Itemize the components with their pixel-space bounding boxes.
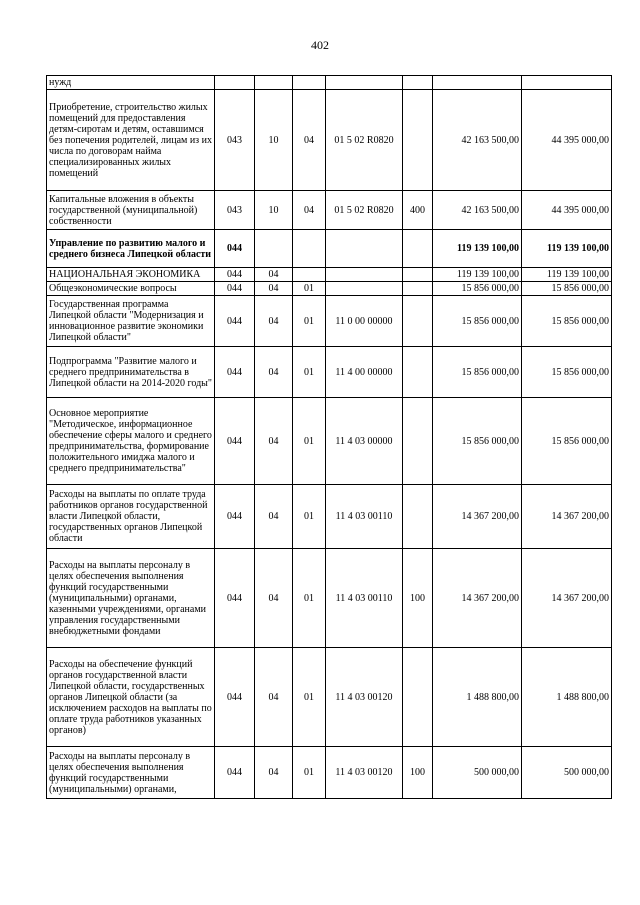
- target-article-code: 01 5 02 R0820: [326, 90, 403, 191]
- amount-year-1: 14 367 200,00: [433, 549, 522, 648]
- table-row: [47, 296, 612, 347]
- dept-code: 044: [215, 747, 255, 799]
- amount-year-2: 15 856 000,00: [522, 282, 612, 296]
- expense-type-code: 400: [403, 191, 433, 230]
- page-number: 402: [311, 38, 329, 52]
- subsection-code: 01: [293, 398, 326, 485]
- amount-year-2: 500 000,00: [522, 747, 612, 799]
- table-row: [47, 90, 612, 191]
- subsection-code: 01: [293, 347, 326, 398]
- row-name: Управление по развитию малого и среднего бизнеса Липецкой области: [47, 230, 215, 268]
- subsection-code: 04: [293, 191, 326, 230]
- dept-code: 044: [215, 398, 255, 485]
- subsection-code: [293, 230, 326, 268]
- expense-type-code: [403, 282, 433, 296]
- expense-type-code: [403, 296, 433, 347]
- amount-year-2: 15 856 000,00: [522, 296, 612, 347]
- target-article-code: 11 4 00 00000: [326, 347, 403, 398]
- section-code: [255, 76, 293, 90]
- table-row: [47, 268, 612, 282]
- table-row: [47, 485, 612, 549]
- row-name: Приобретение, строительство жилых помещений для предоставления детям-сиротам и детям, оставшимся без попечения родителей, лицам из их числа по договорам найма специализированных жилых помещений: [47, 90, 215, 191]
- row-name: Расходы на выплаты по оплате труда работников органов государственной власти Липецкой области, государственных органов Липецкой области: [47, 485, 215, 549]
- dept-code: 043: [215, 90, 255, 191]
- target-article-code: [326, 268, 403, 282]
- expense-type-code: [403, 648, 433, 747]
- row-name: нужд: [47, 76, 215, 90]
- subsection-code: [293, 76, 326, 90]
- dept-code: 044: [215, 485, 255, 549]
- expense-type-code: [403, 347, 433, 398]
- amount-year-2: 15 856 000,00: [522, 398, 612, 485]
- row-name: Капитальные вложения в объекты государственной (муниципальной) собственности: [47, 191, 215, 230]
- row-name: Расходы на выплаты персоналу в целях обеспечения выполнения функций государственными (муниципальными) органами, казенными учреждениями, органами управления государственными внебюджетными фондами: [47, 549, 215, 648]
- dept-code: 044: [215, 268, 255, 282]
- row-name: Государственная программа Липецкой области "Модернизация и инновационное развитие экономики Липецкой области": [47, 296, 215, 347]
- table-row: [47, 191, 612, 230]
- target-article-code: 11 4 03 00120: [326, 648, 403, 747]
- section-code: 04: [255, 296, 293, 347]
- amount-year-1: 1 488 800,00: [433, 648, 522, 747]
- table-row: [47, 347, 612, 398]
- amount-year-1: 14 367 200,00: [433, 485, 522, 549]
- dept-code: 043: [215, 191, 255, 230]
- expense-type-code: [403, 398, 433, 485]
- section-code: 04: [255, 398, 293, 485]
- section-code: 10: [255, 90, 293, 191]
- dept-code: 044: [215, 347, 255, 398]
- section-code: 04: [255, 747, 293, 799]
- subsection-code: 04: [293, 90, 326, 191]
- amount-year-2: 119 139 100,00: [522, 230, 612, 268]
- table-row: [47, 282, 612, 296]
- subsection-code: 01: [293, 296, 326, 347]
- expense-type-code: [403, 90, 433, 191]
- target-article-code: [326, 230, 403, 268]
- section-code: 04: [255, 268, 293, 282]
- amount-year-1: 15 856 000,00: [433, 347, 522, 398]
- dept-code: 044: [215, 549, 255, 648]
- row-name: Подпрограмма "Развитие малого и среднего предпринимательства в Липецкой области на 2014-2020 годы": [47, 347, 215, 398]
- amount-year-1: 15 856 000,00: [433, 296, 522, 347]
- subsection-code: 01: [293, 747, 326, 799]
- amount-year-2: 15 856 000,00: [522, 347, 612, 398]
- subsection-code: 01: [293, 485, 326, 549]
- section-code: 04: [255, 282, 293, 296]
- amount-year-2: 14 367 200,00: [522, 549, 612, 648]
- target-article-code: 11 0 00 00000: [326, 296, 403, 347]
- row-name: Расходы на обеспечение функций органов государственной власти Липецкой области, государственных органов Липецкой области (за исключением расходов на выплаты по оплате труда работников указанных органов): [47, 648, 215, 747]
- row-name: Общеэкономические вопросы: [47, 282, 215, 296]
- amount-year-1: 119 139 100,00: [433, 230, 522, 268]
- amount-year-2: 1 488 800,00: [522, 648, 612, 747]
- dept-code: 044: [215, 230, 255, 268]
- subsection-code: 01: [293, 549, 326, 648]
- row-name: НАЦИОНАЛЬНАЯ ЭКОНОМИКА: [47, 268, 215, 282]
- row-name: Расходы на выплаты персоналу в целях обеспечения выполнения функций государственными (муниципальными) органами,: [47, 747, 215, 799]
- amount-year-2: 44 395 000,00: [522, 90, 612, 191]
- section-code: 04: [255, 549, 293, 648]
- expense-type-code: [403, 230, 433, 268]
- table-row: [47, 230, 612, 268]
- table-row: [47, 398, 612, 485]
- subsection-code: [293, 268, 326, 282]
- expense-type-code: [403, 485, 433, 549]
- expense-type-code: 100: [403, 549, 433, 648]
- budget-table: [46, 75, 612, 799]
- amount-year-1: 42 163 500,00: [433, 191, 522, 230]
- amount-year-1: 15 856 000,00: [433, 398, 522, 485]
- subsection-code: 01: [293, 648, 326, 747]
- row-name: Основное мероприятие "Методическое, информационное обеспечение сферы малого и среднего предпринимательства, формирование положительного имиджа малого и среднего предпринимательства": [47, 398, 215, 485]
- amount-year-2: [522, 76, 612, 90]
- amount-year-1: 500 000,00: [433, 747, 522, 799]
- amount-year-1: [433, 76, 522, 90]
- target-article-code: [326, 282, 403, 296]
- section-code: 10: [255, 191, 293, 230]
- expense-type-code: 100: [403, 747, 433, 799]
- table-row: [47, 76, 612, 90]
- dept-code: 044: [215, 648, 255, 747]
- dept-code: [215, 76, 255, 90]
- section-code: 04: [255, 485, 293, 549]
- dept-code: 044: [215, 282, 255, 296]
- section-code: [255, 230, 293, 268]
- amount-year-1: 42 163 500,00: [433, 90, 522, 191]
- table-row: [47, 648, 612, 747]
- expense-type-code: [403, 76, 433, 90]
- dept-code: 044: [215, 296, 255, 347]
- section-code: 04: [255, 347, 293, 398]
- target-article-code: 11 4 03 00000: [326, 398, 403, 485]
- subsection-code: 01: [293, 282, 326, 296]
- target-article-code: [326, 76, 403, 90]
- amount-year-2: 44 395 000,00: [522, 191, 612, 230]
- amount-year-1: 15 856 000,00: [433, 282, 522, 296]
- amount-year-2: 119 139 100,00: [522, 268, 612, 282]
- amount-year-2: 14 367 200,00: [522, 485, 612, 549]
- target-article-code: 11 4 03 00110: [326, 485, 403, 549]
- amount-year-1: 119 139 100,00: [433, 268, 522, 282]
- target-article-code: 01 5 02 R0820: [326, 191, 403, 230]
- expense-type-code: [403, 268, 433, 282]
- target-article-code: 11 4 03 00110: [326, 549, 403, 648]
- table-row: [47, 747, 612, 799]
- table-row: [47, 549, 612, 648]
- section-code: 04: [255, 648, 293, 747]
- target-article-code: 11 4 03 00120: [326, 747, 403, 799]
